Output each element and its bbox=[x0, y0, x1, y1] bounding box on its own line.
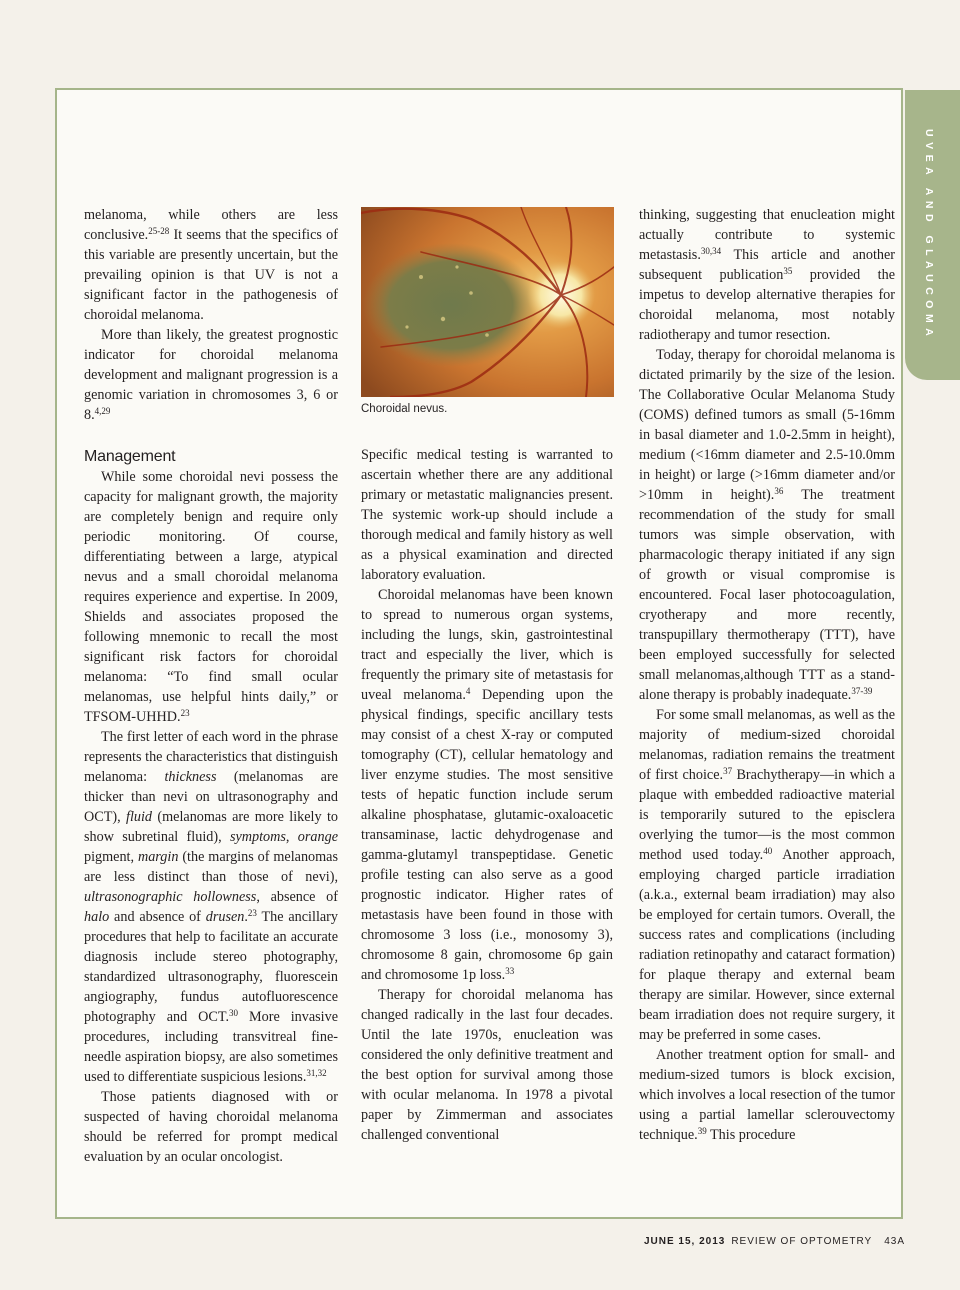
figure-caption: Choroidal nevus. bbox=[361, 403, 448, 415]
section-tab-text: UVEA AND GLAUCOMA bbox=[923, 128, 935, 342]
issue-date: JUNE 15, 2013 bbox=[643, 1236, 726, 1247]
paragraph: Those patients diagnosed with or suspected of having choroidal melanoma should be referred for prompt medical evaluation by an ocular oncologist. bbox=[84, 1089, 338, 1165]
column-2 bbox=[361, 445, 613, 1145]
choroidal-nevus-photo bbox=[361, 207, 614, 397]
paragraph: Another treatment option for small- and medium-sized tumors is block excision, which involves a local resection of the tumor using a partial lamellar sclerouvectomy technique.$^{39}$ This procedure bbox=[639, 1047, 895, 1143]
page-footer bbox=[644, 1236, 905, 1247]
paragraph: For some small melanomas, as well as the majority of medium-sized choroidal melanomas, radiation remains the treatment of first choice.$^{37}$ Brachytherapy—in which a plaque with embedded radioactive material is temporarily sutured to the episclera overlying the tumor—is the most common method used today.$^{40}$ Another approach, employing charged particle irradiation (a.k.a., external beam irradiation) may also be employed for certain tumors. Overall, the success rates and complications (including radiation retinopathy and cataract formation) for plaque therapy and external beam therapy are similar. However, since external beam irradiation does not require surgery, it may be preferred in some cases. bbox=[639, 707, 895, 1043]
paragraph: The first letter of each word in the phrase represents the characteristics that distinguish melanoma: thickness (melanomas are thicker than nevi on ultrasonography and OCT), fluid (melanomas are more likely to show subretinal fluid), symptoms, orange pigment, margin (the margins of melanomas are less distinct than those of nevi), ultrasonographic hollowness, absence of halo and absence of drusen.$^{23}$ The ancillary procedures that help to facilitate an accurate diagnosis include stereo photography, standardized ultrasonography, fluorescein angiography, fundus autofluorescence photography and OCT.$^{30}$ More invasive procedures, including transvitreal fine-needle aspiration biopsy, are also sometimes used to differentiate suspicious lesions.$^{31,32}$ bbox=[84, 729, 339, 1085]
paragraph: More than likely, the greatest prognostic indicator for choroidal melanoma development and malignant progression is a genomic variation in chromosomes 3, 6 or 8.$^{4,29}$ bbox=[84, 327, 338, 423]
column-1 bbox=[84, 205, 338, 1167]
paragraph: While some choroidal nevi possess the capacity for malignant growth, the majority are completely benign and require only periodic monitoring. Of course, differentiating between a large, atypical nevus and a small choroidal melanoma requires experience and expertise. In 2009, Shields and associates proposed the following mnemonic to recall the most significant risk factors for choroidal melanoma: “To find small ocular melanomas, use helpful hints daily,” or TFSOM-UHHD.$^{23}$ bbox=[84, 469, 338, 725]
paragraph: melanoma, while others are less conclusive.$^{25-28}$ It seems that the specifics of this variable are presently uncertain, but the prevailing opinion is that UV is not a significant factor in the pathogenesis of choroidal melanoma. bbox=[84, 207, 338, 323]
paragraph: thinking, suggesting that enucleation might actually contribute to systemic metastasis.$^{30,34}$ This article and another subsequent publication$^{35}$ provided the impetus to develop alternative therapies for choroidal melanoma, most notably radiotherapy and tumor resection. bbox=[639, 207, 895, 343]
section-tab-label bbox=[905, 90, 953, 380]
paragraph: Specific medical testing is warranted to ascertain whether there are any additional primary or metastatic malignancies present. The systemic work-up should include a thorough medical and family history as well as a physical examination and directed laboratory evaluation. bbox=[361, 447, 613, 583]
page-number: 43A bbox=[884, 1236, 905, 1247]
paragraph: Therapy for choroidal melanoma has changed radically in the last four decades. Until the late 1970s, enucleation was considered the only definitive treatment and the best option for survival among those with ocular melanoma. In 1978 a pivotal paper by Zimmerman and associates challenged conventional bbox=[361, 987, 613, 1143]
section-heading: Management bbox=[84, 448, 176, 465]
paragraph: Choroidal melanomas have been known to spread to numerous organ systems, including the lungs, skin, gastrointestinal tract and especially the liver, which is frequently the primary site of metastasis for uveal melanoma.$^4$ Depending upon the physical findings, specific ancillary tests may consist of a chest X-ray or computed tomography (CT), cellular hematology and liver enzyme studies. The most sensitive tests of hepatic function include serum alkaline phosphatase, glutamic-oxaloacetic transaminase, lactic dehydrogenase and gamma-glutamyl transpeptidase. Genetic profile testing can also serve as a good prognostic indicator. Higher rates of metastasis have been found in those with chromosome 3 loss (i.e., monosomy 3), chromosome 8 gain, chromosome 6p gain and chromosome 1p loss.$^{33}$ bbox=[361, 587, 613, 983]
publication-name: REVIEW OF OPTOMETRY bbox=[731, 1236, 873, 1247]
column-3 bbox=[639, 205, 895, 1145]
paragraph: Today, therapy for choroidal melanoma is dictated primarily by the size of the lesion. The Collaborative Ocular Melanoma Study (COMS) defined tumors as small (5-16mm in basal diameter and 1.0-2.5mm in height), medium (<16mm diameter and 2.5-10.0mm in height) or large (>16mm diameter and/or >10mm in height).$^{36}$ The treatment recommendation of the study for small tumors was simple observation, with pharmacologic therapy initiated if any sign of growth or visual compromise is encountered. Focal laser photocoagulation, cryotherapy and more recently, transpupillary thermotherapy (TTT), have been employed successfully for selected small melanomas,although TTT as a stand-alone therapy is probably inadequate.$^{37-39}$ bbox=[639, 347, 895, 703]
